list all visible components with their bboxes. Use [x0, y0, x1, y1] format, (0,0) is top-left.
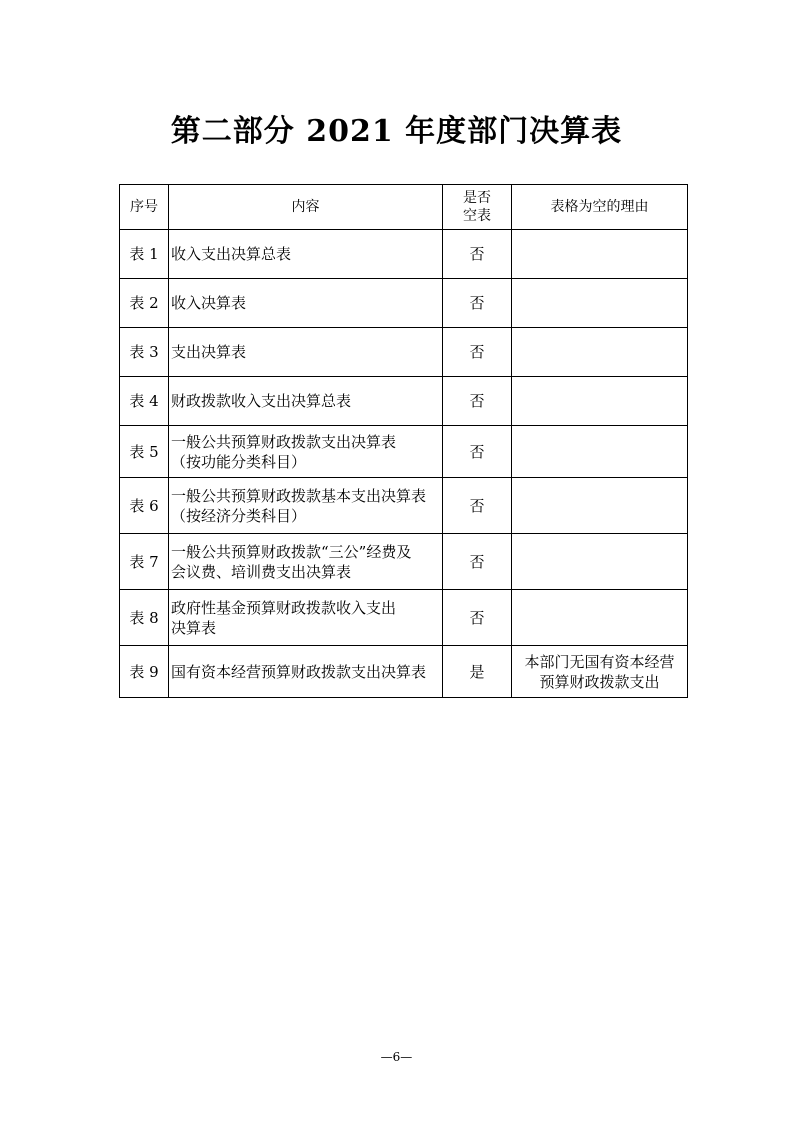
row-content-line: 支出决算表 — [171, 343, 247, 361]
row-content — [169, 279, 443, 328]
table-row — [120, 279, 688, 328]
row-index: 表 3 — [120, 328, 169, 377]
row-content-line: （按经济分类科目） — [171, 506, 307, 525]
table-row — [120, 590, 688, 646]
row-reason — [512, 646, 688, 698]
row-reason — [512, 230, 688, 279]
table-row — [120, 478, 688, 534]
row-is-empty: 否 — [443, 590, 512, 646]
row-is-empty: 否 — [443, 377, 512, 426]
row-content-line: 收入决算表 — [171, 294, 247, 312]
table-row — [120, 328, 688, 377]
row-content-line: 决算表 — [171, 618, 217, 637]
page-title: 第二部分 2021 年度部门决算表 — [170, 114, 623, 149]
table-row — [120, 426, 688, 478]
row-reason — [512, 377, 688, 426]
row-index: 表 5 — [120, 426, 169, 478]
header-reason: 表格为空的理由 — [512, 185, 688, 230]
row-index: 表 4 — [120, 377, 169, 426]
header-is-empty-line1: 是否 — [463, 190, 491, 206]
row-content-line: 财政拨款收入支出决算总表 — [171, 392, 352, 410]
row-index: 表 6 — [120, 478, 169, 534]
row-content — [169, 328, 443, 377]
row-content — [169, 426, 443, 478]
table-row — [120, 646, 688, 698]
row-reason-line: 预算财政拨款支出 — [539, 672, 660, 691]
row-content — [169, 230, 443, 279]
row-content-line: 一般公共预算财政拨款支出决算表 — [171, 432, 397, 451]
row-content-line: 政府性基金预算财政拨款收入支出 — [171, 598, 397, 617]
row-content-line: 国有资本经营预算财政拨款支出决算表 — [171, 662, 427, 681]
row-content-line: 会议费、培训费支出决算表 — [171, 562, 352, 581]
row-is-empty: 否 — [443, 230, 512, 279]
budget-table — [119, 184, 688, 698]
row-index: 表 8 — [120, 590, 169, 646]
row-is-empty: 否 — [443, 534, 512, 590]
table-row — [120, 230, 688, 279]
row-content-line: 一般公共预算财政拨款“三公”经费及 — [171, 542, 412, 561]
header-content: 内容 — [169, 185, 443, 230]
row-index: 表 2 — [120, 279, 169, 328]
row-content-line: 收入支出决算总表 — [171, 245, 292, 263]
page-number: —6— — [380, 1050, 413, 1064]
row-reason — [512, 590, 688, 646]
row-reason-line: 本部门无国有资本经营 — [524, 652, 675, 671]
table-body — [120, 230, 688, 698]
row-is-empty: 是 — [443, 646, 512, 698]
table-row — [120, 534, 688, 590]
row-index: 表 9 — [120, 646, 169, 698]
row-content — [169, 646, 443, 698]
row-index: 表 7 — [120, 534, 169, 590]
header-is-empty-line2: 空表 — [463, 208, 491, 224]
row-is-empty: 否 — [443, 328, 512, 377]
table-header-row — [120, 185, 688, 230]
row-is-empty: 否 — [443, 478, 512, 534]
row-reason — [512, 279, 688, 328]
row-content-line: 一般公共预算财政拨款基本支出决算表 — [171, 486, 427, 505]
row-is-empty: 否 — [443, 279, 512, 328]
header-is-empty — [443, 185, 512, 230]
header-index: 序号 — [120, 185, 169, 230]
row-content — [169, 534, 443, 590]
row-content — [169, 478, 443, 534]
row-reason — [512, 426, 688, 478]
row-reason — [512, 328, 688, 377]
row-content — [169, 377, 443, 426]
row-content-line: （按功能分类科目） — [171, 452, 307, 471]
table-row — [120, 377, 688, 426]
row-is-empty: 否 — [443, 426, 512, 478]
row-reason — [512, 534, 688, 590]
row-content — [169, 590, 443, 646]
row-reason — [512, 478, 688, 534]
row-index: 表 1 — [120, 230, 169, 279]
